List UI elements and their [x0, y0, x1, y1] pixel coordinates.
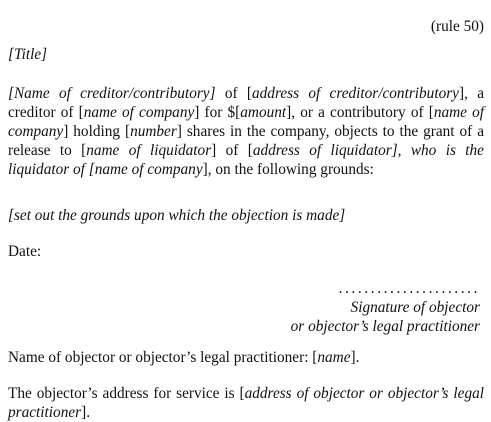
- text-run: number: [130, 123, 177, 140]
- address-for-service-paragraph: [8, 384, 484, 422]
- text-run: of [: [215, 85, 252, 102]
- objection-paragraph: [8, 84, 484, 179]
- text-run: ], on the following grounds:: [202, 161, 374, 178]
- text-run: name: [317, 349, 351, 366]
- text-run: address of creditor/contributory: [252, 85, 459, 102]
- text-run: ], who is the liquidator of [: [8, 142, 484, 178]
- text-run: Name of objector or objector’s legal practitioner: [: [8, 349, 318, 366]
- text-run: name of liquidator: [86, 142, 212, 159]
- text-run: name of company: [8, 104, 484, 140]
- text-run: The objector’s address for service is [: [8, 385, 245, 402]
- signature-line: ......................: [338, 280, 480, 297]
- text-run: ].: [350, 349, 360, 366]
- text-run: name of company: [83, 104, 195, 121]
- form-document: [8, 0, 484, 422]
- text-run: amount: [240, 104, 287, 121]
- signature-caption-line1: Signature of objector: [350, 299, 480, 316]
- date-label: Date:: [8, 243, 42, 260]
- text-run: ] holding [: [63, 123, 131, 140]
- text-run: address of liquidator: [252, 142, 392, 159]
- objector-name-line: [8, 348, 484, 367]
- text-run: ], a creditor of [: [8, 85, 484, 121]
- rule-reference: (rule 50): [430, 18, 484, 35]
- text-run: ] for $[: [194, 104, 241, 121]
- text-run: address of objector or objector’s legal practitioner: [8, 385, 484, 421]
- text-run: name of company: [94, 161, 203, 178]
- text-run: ], or a contributory of [: [286, 104, 434, 121]
- text-run: ].: [81, 404, 91, 421]
- text-run: ] of [: [211, 142, 253, 159]
- grounds-placeholder: [set out the grounds upon which the objection is made]: [8, 207, 346, 224]
- form-title-placeholder: [Title]: [8, 46, 48, 63]
- text-run: ] shares in the company, objects to the grant of a release to [: [8, 123, 484, 159]
- signature-caption-line2: or objector’s legal practitioner: [290, 318, 480, 335]
- text-run: [Name of creditor/contributory]: [8, 85, 216, 102]
- signature-block: [291, 282, 480, 336]
